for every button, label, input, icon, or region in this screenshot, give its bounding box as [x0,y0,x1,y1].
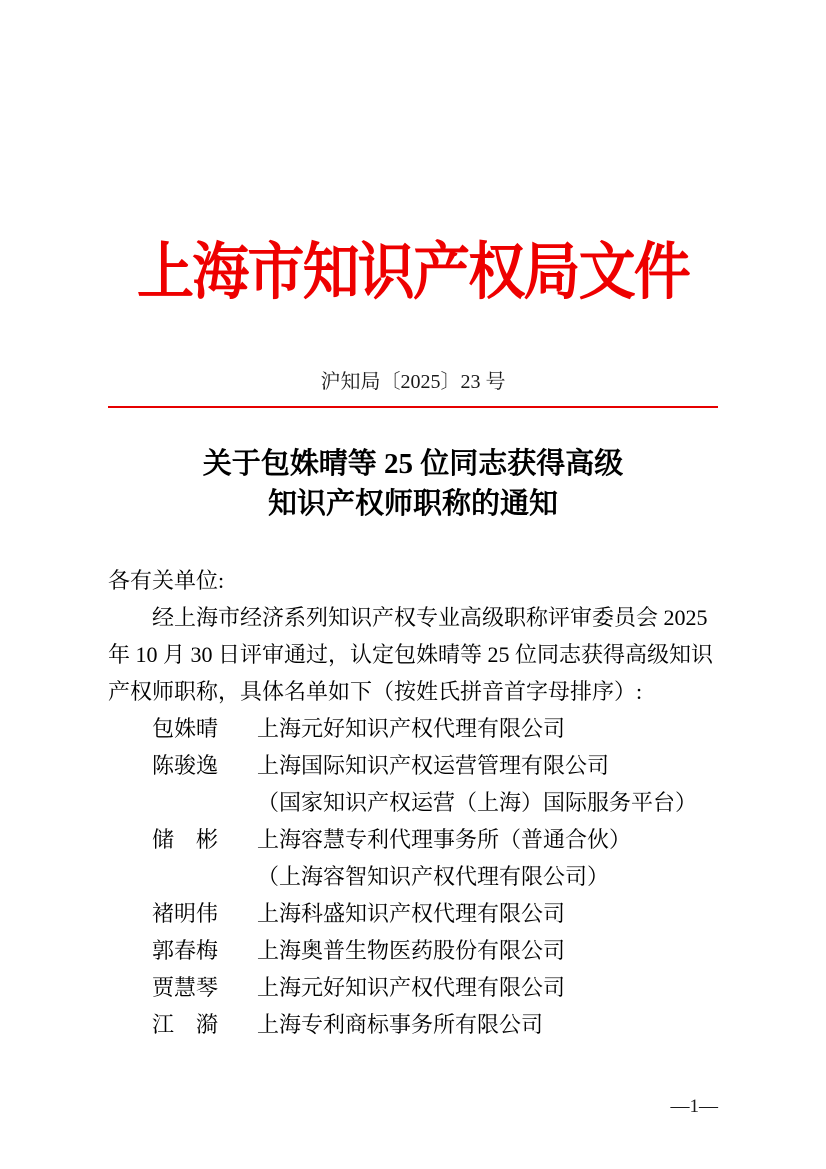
person-name: 包姝晴 [152,716,219,741]
company-name: （上海容智知识产权代理有限公司） [257,864,610,889]
notice-title [0,444,826,524]
company-name: 上海国际知识产权运营管理有限公司 [257,753,610,778]
company-name: 上海专利商标事务所有限公司 [257,1012,544,1037]
red-divider-rule [108,406,718,408]
notice-title-line2: 知识产权师职称的通知 [267,488,558,520]
list-row [108,858,720,895]
paragraph-line: 产权师职称，具体名单如下（按姓氏拼音首字母排序）: [108,679,643,704]
list-row [108,710,720,747]
list-row [108,821,720,858]
company-name: 上海元好知识产权代理有限公司 [257,975,566,1000]
paragraph-line: 年 10 月 30 日评审通过，认定包姝晴等 25 位同志获得高级知识 [108,642,714,667]
list-row [108,1006,720,1043]
list-row [108,895,720,932]
person-name: 褚明伟 [152,901,219,926]
company-name: 上海科盛知识产权代理有限公司 [257,901,566,926]
document-number: 沪知局〔2025〕23 号 [320,371,506,393]
company-name: 上海元好知识产权代理有限公司 [257,716,566,741]
list-row [108,747,720,784]
company-name: 上海容慧专利代理事务所（普通合伙） [257,827,632,852]
person-name: 郭春梅 [152,938,219,963]
agency-header-title: 上海市知识产权局文件 [136,239,689,307]
paragraph-line: 经上海市经济系列知识产权专业高级职称评审委员会 2025 [152,605,708,630]
list-row [108,932,720,969]
person-name: 贾慧琴 [152,975,219,1000]
person-name: 陈骏逸 [152,753,219,778]
notice-title-line1: 关于包姝晴等 25 位同志获得高级 [202,448,624,480]
list-row [108,969,720,1006]
salutation: 各有关单位: [108,568,225,593]
company-name: （国家知识产权运营（上海）国际服务平台） [257,790,698,815]
person-name: 江 漪 [152,1012,219,1037]
list-row [108,784,720,821]
person-name: 储 彬 [152,827,219,852]
notice-body [108,562,720,1043]
page-number: —1— [670,1096,718,1117]
company-name: 上海奥普生物医药股份有限公司 [257,938,566,963]
